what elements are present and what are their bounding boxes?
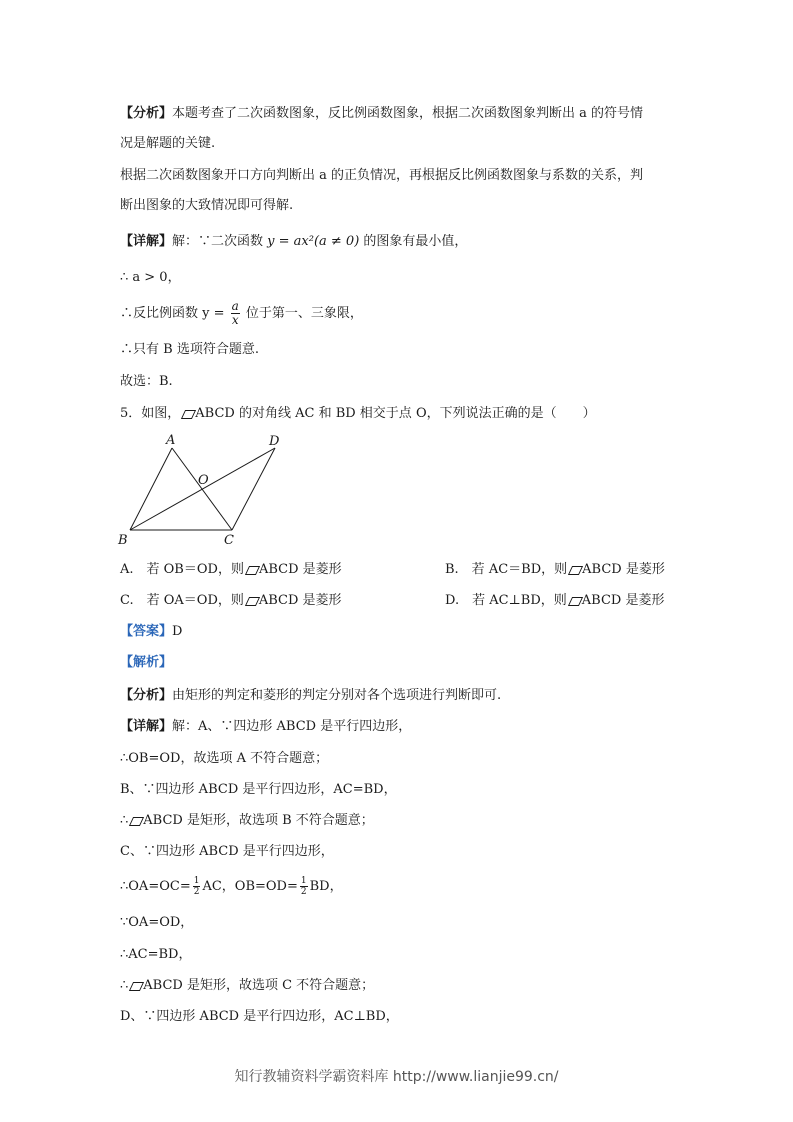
- fraction-one-half: [193, 876, 201, 897]
- solution-detail-tag: 【详解】: [120, 719, 173, 734]
- answer-tag: 【答案】: [120, 624, 173, 639]
- answer-value: D: [172, 624, 183, 639]
- parallelogram-icon: [245, 566, 258, 574]
- half-denominator: 2: [193, 887, 200, 897]
- analysis-text-1: 本题考查了二次函数图象，反比例函数图象，根据二次函数图象判断出 a 的符号情: [172, 106, 644, 121]
- half-denominator: 2: [300, 887, 307, 897]
- label-b: B: [118, 533, 128, 548]
- detail-line-5: 故选：B.: [120, 374, 173, 389]
- footer-watermark: 知行教辅资料学霸资料库 http://www.lianjie99.cn/: [234, 1069, 559, 1085]
- parallelogram-icon: [245, 597, 258, 605]
- option-a-pre: A. 若 OB＝OD，则: [120, 562, 244, 577]
- option-a-post: ABCD 是菱形: [258, 562, 342, 577]
- parallelogram-icon: [181, 410, 194, 418]
- parallelogram-icon: [568, 597, 581, 605]
- solution-analysis: [120, 686, 501, 706]
- solution-detail-10: D、∵四边形 ABCD 是平行四边形，AC⊥BD，: [120, 1009, 399, 1024]
- solution-detail-4-pre: ∴: [120, 813, 129, 828]
- detail-tag: 【详解】: [120, 234, 173, 249]
- solution-detail-text: 解：A、∵四边形 ABCD 是平行四边形，: [172, 719, 412, 734]
- analysis-line-4: 断出图象的大致情况即可得解.: [120, 198, 294, 213]
- half-bd-pre: AC，OB=OD=: [202, 879, 298, 894]
- option-d: [445, 591, 664, 611]
- analysis-tag: 【解析】: [120, 655, 173, 670]
- parallelogram-icon: [129, 982, 142, 990]
- solution-detail-7: ∵OA=OD，: [120, 915, 194, 930]
- analysis-line-3: 根据二次函数图象开口方向判断出 a 的正负情况，再根据反比例函数图象与系数的关系，判: [120, 168, 644, 183]
- question-5: [120, 404, 596, 424]
- half-bd-post: BD，: [309, 879, 343, 894]
- solution-detail-4-post: ABCD 是矩形，故选项 B 不符合题意；: [143, 813, 374, 828]
- label-c: C: [224, 533, 234, 548]
- solution-detail-3: B、∵四边形 ABCD 是平行四边形，AC=BD，: [120, 782, 397, 797]
- option-d-pre: D. 若 AC⊥BD，则: [445, 593, 567, 608]
- fraction-denominator: x: [231, 313, 239, 327]
- detail-text-pre: 解：∵二次函数: [172, 234, 268, 249]
- half-numerator: 1: [300, 876, 307, 886]
- option-b-post: ABCD 是菱形: [582, 562, 665, 577]
- analysis-tag: 【分析】: [120, 106, 173, 121]
- analysis-line-2: 况是解题的关键.: [120, 136, 216, 151]
- detail-text-post: 的图象有最小值，: [359, 234, 468, 249]
- label-a: A: [166, 433, 176, 448]
- question-5-post: ABCD 的对角线 AC 和 BD 相交于点 O，下列说法正确的是（ ）: [195, 406, 596, 421]
- solution-detail-5: C、∵四边形 ABCD 是平行四边形，: [120, 844, 334, 859]
- option-a: [120, 560, 342, 580]
- half-numerator: 1: [193, 876, 200, 886]
- inverse-func-pre: ∴反比例函数 y =: [120, 306, 229, 321]
- solution-detail-9: [120, 976, 374, 996]
- answer-line: [120, 622, 182, 642]
- solution-detail-4: [120, 811, 374, 831]
- solution-analysis-text: 由矩形的判定和菱形的判定分别对各个选项进行判断即可.: [172, 688, 502, 703]
- label-o: O: [198, 473, 209, 488]
- question-5-pre: 5．如图，: [120, 406, 181, 421]
- solution-detail-2: ∴OB=OD，故选项 A 不符合题意；: [120, 751, 329, 766]
- option-d-post: ABCD 是菱形: [581, 593, 665, 608]
- solution-detail-9-pre: ∴: [120, 978, 129, 993]
- half-ac-pre: ∴OA=OC=: [120, 879, 191, 894]
- solution-detail-6: [120, 876, 343, 897]
- solution-detail-1: [120, 717, 411, 737]
- solution-detail-8: ∴AC=BD，: [120, 947, 192, 962]
- detail-line-2: ∴ a > 0，: [120, 270, 181, 285]
- option-c-pre: C. 若 OA＝OD，则: [120, 593, 244, 608]
- parallelogram-icon: [129, 817, 142, 825]
- label-d: D: [269, 434, 280, 449]
- fraction-one-half: [300, 876, 308, 897]
- solution-analysis-tag: 【分析】: [120, 688, 173, 703]
- fraction-a-over-x: [231, 300, 240, 327]
- option-b: [445, 560, 665, 580]
- detail-line-1: [120, 232, 467, 252]
- parallelogram-figure: [112, 430, 302, 550]
- fraction-numerator: a: [231, 299, 239, 313]
- parallelogram-icon: [568, 566, 581, 574]
- inverse-func-post: 位于第一、三象限，: [241, 306, 363, 321]
- detail-line-3: [120, 300, 363, 327]
- option-b-pre: B. 若 AC＝BD，则: [445, 562, 568, 577]
- detail-line-4: ∴只有 B 选项符合题意.: [120, 342, 259, 357]
- analysis-header: [120, 653, 172, 673]
- option-c: [120, 591, 342, 611]
- analysis-line-1: [120, 104, 643, 124]
- option-c-post: ABCD 是菱形: [258, 593, 342, 608]
- quadratic-formula: y = ax²(a ≠ 0): [267, 234, 360, 249]
- solution-detail-9-post: ABCD 是矩形，故选项 C 不符合题意；: [143, 978, 375, 993]
